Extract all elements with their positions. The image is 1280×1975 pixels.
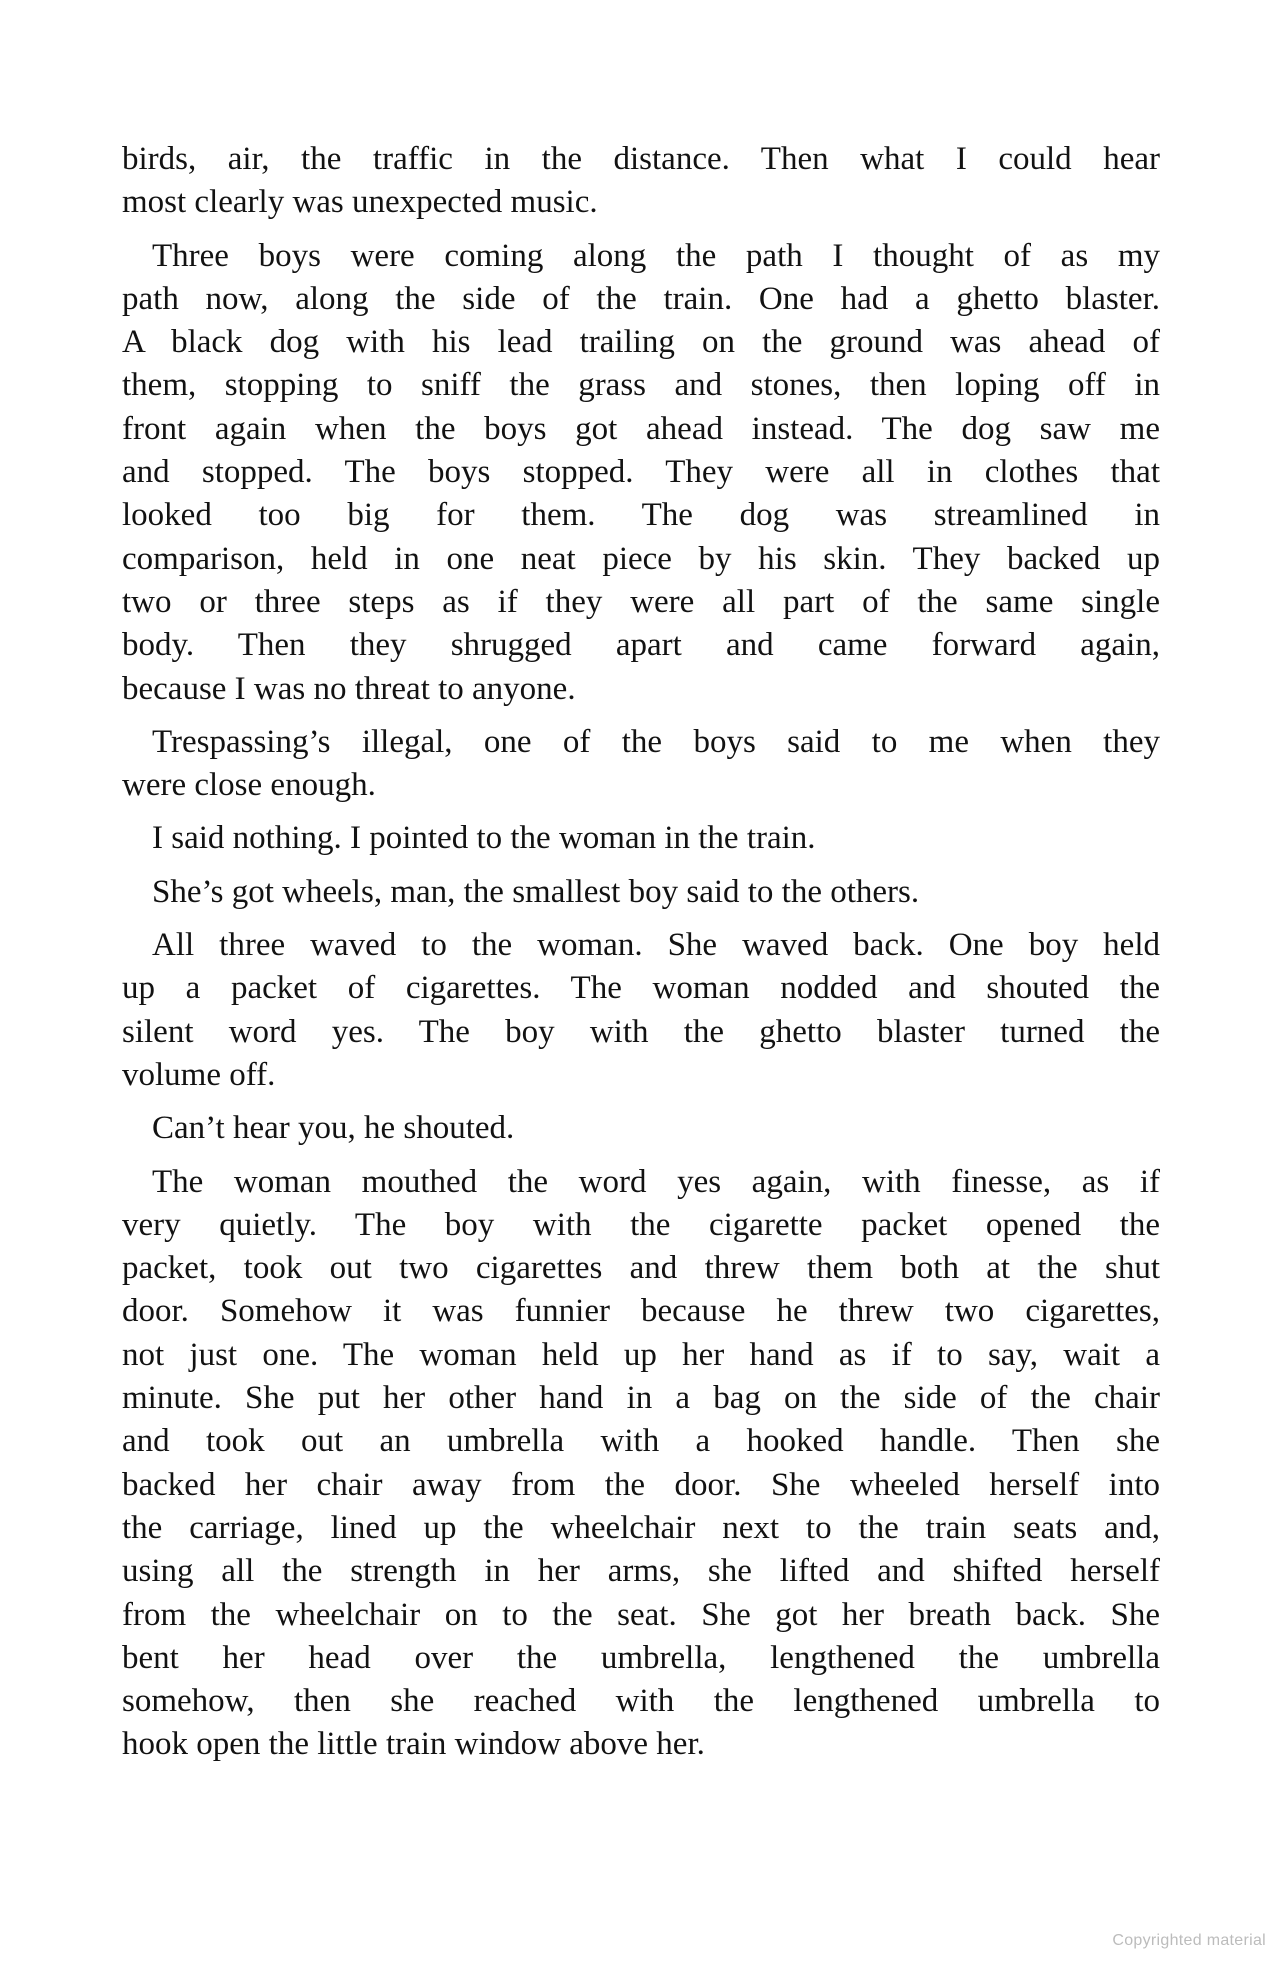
paragraph: [122, 817, 1160, 860]
text-line: from the wheelchair on to the seat. She got her breath back. She: [122, 1596, 1160, 1633]
text-line: packet, took out two cigarettes and threw them both at the shut: [122, 1250, 1160, 1287]
text-line: Can’t hear you, he shouted.: [152, 1110, 515, 1147]
text-line: because I was no threat to anyone.: [122, 670, 576, 707]
text-line: two or three steps as if they were all part of the same single: [122, 583, 1160, 620]
text-line: backed her chair away from the door. She wheeled herself into: [122, 1466, 1160, 1503]
text-line: birds, air, the traffic in the distance. Then what I could hear: [122, 141, 1160, 177]
text-line: very quietly. The boy with the cigarette packet opened the: [122, 1206, 1160, 1243]
text-line: most clearly was unexpected music.: [122, 184, 598, 221]
text-line: front again when the boys got ahead instead. The dog saw me: [122, 410, 1160, 447]
text-line: All three waved to the woman. She waved back. One boy held: [152, 927, 1160, 964]
paragraph: [122, 924, 1160, 1097]
paragraph: [122, 138, 1160, 225]
copyright-notice: Copyrighted material: [1112, 1932, 1266, 1949]
paragraph: [122, 1161, 1160, 1767]
text-line: Trespassing’s illegal, one of the boys said to me when they: [152, 723, 1160, 760]
text-line: were close enough.: [122, 767, 376, 804]
page-text-block: [122, 138, 1160, 1767]
text-line: silent word yes. The boy with the ghetto blaster turned the: [122, 1013, 1160, 1050]
text-line: hook open the little train window above her.: [122, 1726, 705, 1763]
paragraph: [122, 235, 1160, 711]
text-line: door. Somehow it was funnier because he threw two cigarettes,: [122, 1293, 1160, 1330]
text-line: Three boys were coming along the path I thought of as my: [152, 237, 1160, 274]
text-line: looked too big for them. The dog was streamlined in: [122, 497, 1160, 534]
text-line: them, stopping to sniff the grass and stones, then loping off in: [122, 367, 1160, 404]
text-line: A black dog with his lead trailing on the ground was ahead of: [122, 324, 1160, 361]
text-line: body. Then they shrugged apart and came forward again,: [122, 627, 1160, 664]
paragraph: [122, 871, 1160, 914]
text-line: path now, along the side of the train. One had a ghetto blaster.: [122, 280, 1160, 317]
text-line: comparison, held in one neat piece by his skin. They backed up: [122, 540, 1160, 577]
text-line: and took out an umbrella with a hooked handle. Then she: [122, 1423, 1160, 1460]
text-line: minute. She put her other hand in a bag on the side of the chair: [122, 1380, 1160, 1417]
text-line: somehow, then she reached with the lengthened umbrella to: [122, 1683, 1160, 1720]
text-line: The woman mouthed the word yes again, with finesse, as if: [152, 1163, 1160, 1200]
paragraph: [122, 1107, 1160, 1150]
text-line: and stopped. The boys stopped. They were all in clothes that: [122, 454, 1160, 491]
paragraph: [122, 721, 1160, 808]
text-line: up a packet of cigarettes. The woman nodded and shouted the: [122, 970, 1160, 1007]
text-line: the carriage, lined up the wheelchair next to the train seats and,: [122, 1509, 1160, 1546]
text-line: I said nothing. I pointed to the woman in the train.: [152, 820, 816, 857]
text-line: volume off.: [122, 1056, 276, 1093]
text-line: bent her head over the umbrella, lengthened the umbrella: [122, 1639, 1160, 1676]
text-line: using all the strength in her arms, she lifted and shifted herself: [122, 1553, 1160, 1590]
text-line: She’s got wheels, man, the smallest boy said to the others.: [152, 873, 920, 910]
text-line: not just one. The woman held up her hand as if to say, wait a: [122, 1336, 1160, 1373]
